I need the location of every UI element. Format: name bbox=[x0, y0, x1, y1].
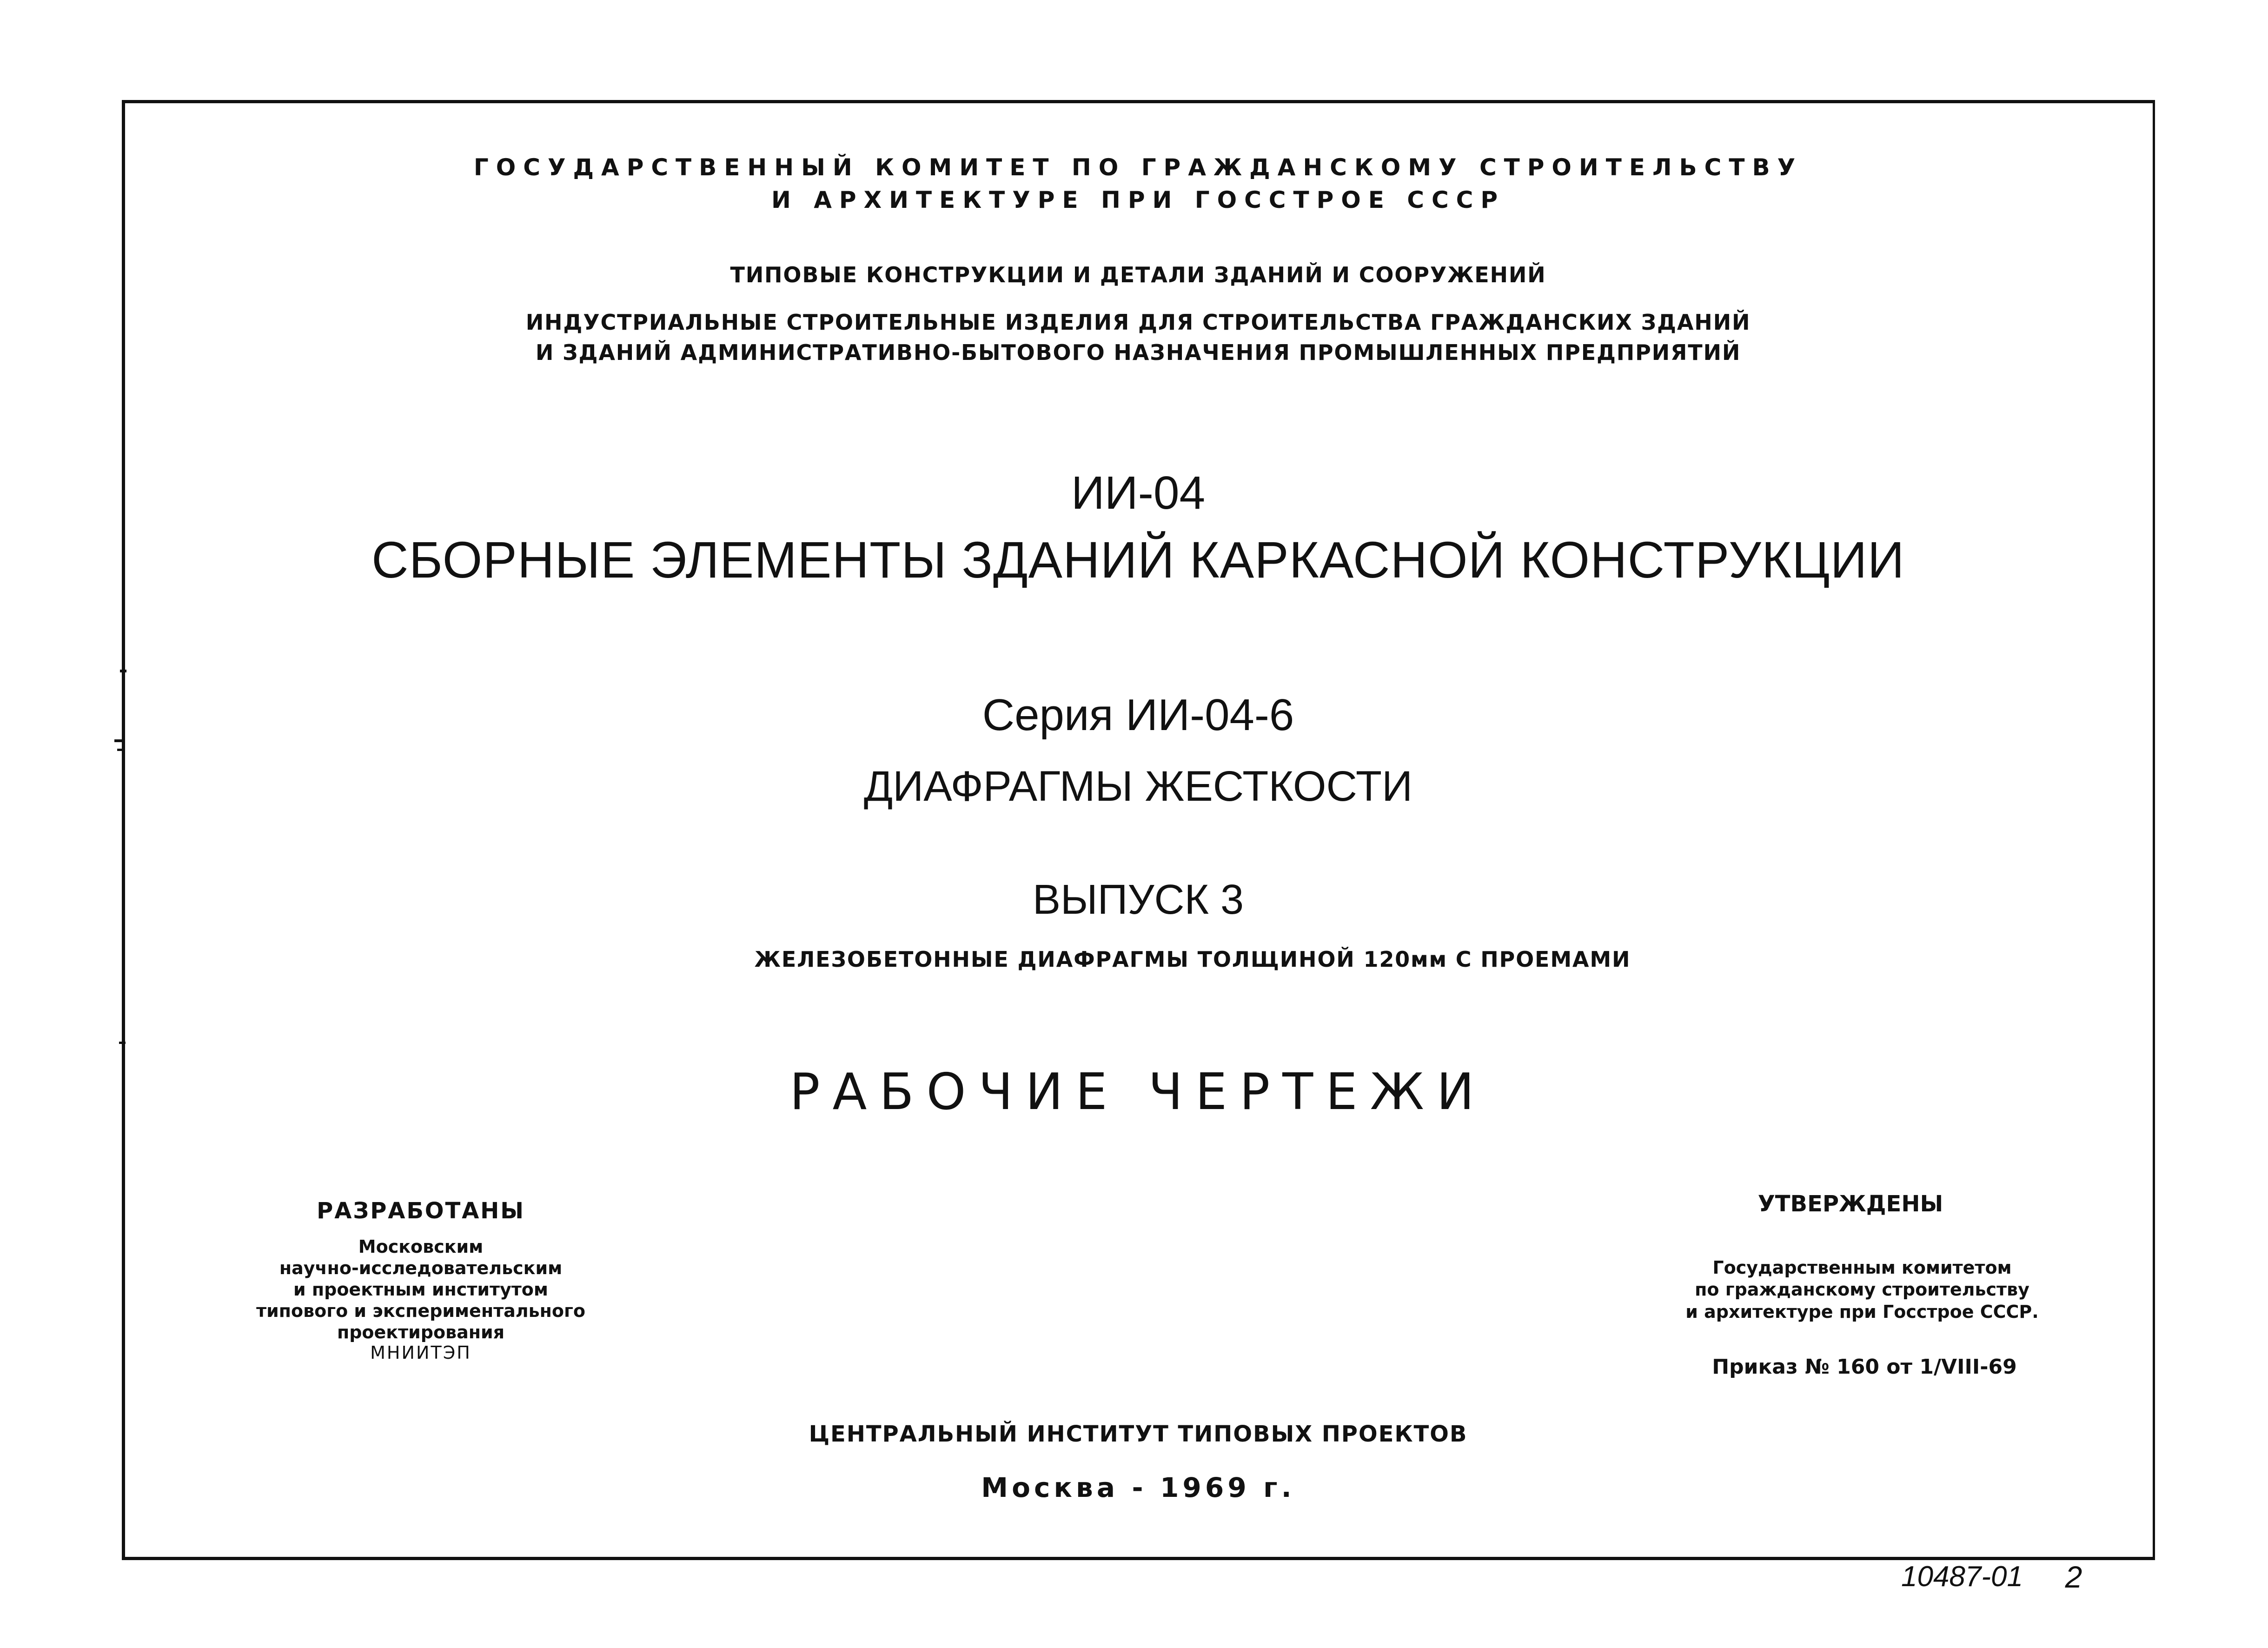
committee-line-1: ГОСУДАРСТВЕННЫЙ КОМИТЕТ ПО ГРАЖДАНСКОМУ СТРОИТЕЛЬСТВУ bbox=[473, 154, 1803, 181]
code-title: ИИ-04 bbox=[1071, 467, 1206, 519]
issue-title: ВЫПУСК 3 bbox=[1032, 877, 1244, 923]
city-year: Москва - 1969 г. bbox=[981, 1472, 1295, 1503]
developed-heading: РАЗРАБОТАНЫ bbox=[317, 1198, 525, 1224]
border-mark bbox=[119, 1042, 126, 1044]
main-title: СБОРНЫЕ ЭЛЕМЕНТЫ ЗДАНИЙ КАРКАСНОЙ КОНСТРУКЦИИ bbox=[371, 532, 1905, 589]
developed-org: МНИИТЭП bbox=[370, 1342, 471, 1363]
developed-line: и проектным институтом bbox=[293, 1279, 548, 1300]
developed-line: Московским bbox=[358, 1236, 484, 1257]
approved-line: по гражданскому строительству bbox=[1695, 1279, 2029, 1300]
developed-line: проектирования bbox=[337, 1322, 505, 1342]
developed-line: типового и экспериментального bbox=[256, 1301, 585, 1321]
issue-description: ЖЕЛЕЗОБЕТОННЫЕ ДИАФРАГМЫ ТОЛЩИНОЙ 120мм С ПРОЕМАМИ bbox=[754, 947, 1631, 972]
approved-heading: УТВЕРЖДЕНЫ bbox=[1757, 1191, 1943, 1217]
industrial-line-2: И ЗДАНИЙ АДМИНИСТРАТИВНО-БЫТОВОГО НАЗНАЧЕНИЯ ПРОМЫШЛЕННЫХ ПРЕДПРИЯТИЙ bbox=[535, 340, 1741, 365]
approved-order: Приказ № 160 от 1/VIII-69 bbox=[1712, 1355, 2017, 1379]
series-subtitle: ДИАФРАГМЫ ЖЕСТКОСТИ bbox=[863, 763, 1413, 810]
institute-name: ЦЕНТРАЛЬНЫЙ ИНСТИТУТ ТИПОВЫХ ПРОЕКТОВ bbox=[809, 1421, 1468, 1447]
sheet-number: 2 bbox=[2065, 1560, 2082, 1594]
approved-line: Государственным комитетом bbox=[1712, 1257, 2012, 1278]
archive-number: 10487-01 bbox=[1901, 1561, 2023, 1593]
types-line: ТИПОВЫЕ КОНСТРУКЦИИ И ДЕТАЛИ ЗДАНИЙ И СООРУЖЕНИЙ bbox=[730, 262, 1546, 287]
series-title: Серия ИИ-04-6 bbox=[982, 690, 1294, 740]
industrial-line-1: ИНДУСТРИАЛЬНЫЕ СТРОИТЕЛЬНЫЕ ИЗДЕЛИЯ ДЛЯ СТРОИТЕЛЬСТВА ГРАЖДАНСКИХ ЗДАНИЙ bbox=[525, 310, 1751, 335]
border-mark bbox=[114, 739, 124, 742]
developed-line: научно-исследовательским bbox=[279, 1258, 563, 1278]
approved-line: и архитектуре при Госстрое СССР. bbox=[1685, 1302, 2039, 1322]
working-drawings-title: РАБОЧИЕ ЧЕРТЕЖИ bbox=[789, 1063, 1487, 1121]
border-mark bbox=[117, 749, 125, 751]
committee-line-2: И АРХИТЕКТУРЕ ПРИ ГОССТРОЕ СССР bbox=[771, 186, 1505, 213]
border-mark bbox=[120, 670, 126, 672]
